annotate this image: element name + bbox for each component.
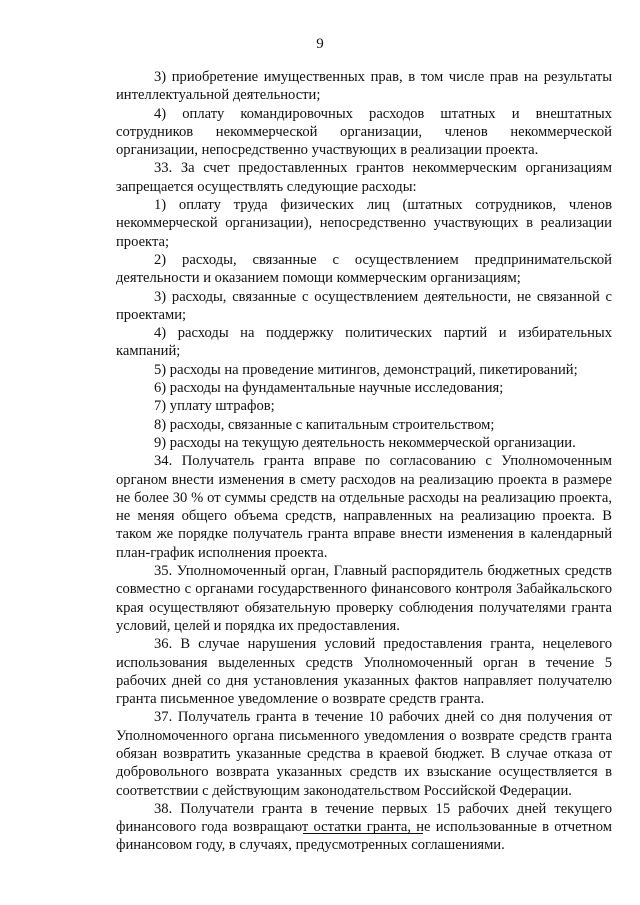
paragraph-clause-38: 38. Получатели гранта в течение первых 15 рабочих дней текущего финансового года возвращают остатки гранта, не использованные в отчетном финансовом году, в случаях, предусмотренных соглашениями. [116, 800, 612, 854]
page-number: 9 [316, 36, 324, 52]
paragraph-clause-33-item-8: 8) расходы, связанные с капитальным строительством; [154, 416, 495, 433]
end-of-document-rule [303, 833, 423, 834]
paragraph-clause-33-item-5: 5) расходы на проведение митингов, демонстраций, пикетирований; [154, 361, 578, 378]
paragraph-clause-33-item-9: 9) расходы на текущую деятельность некоммерческой организации. [154, 434, 576, 451]
paragraph-clause-35: 35. Уполномоченный орган, Главный распорядитель бюджетных средств совместно с органами государственного финансового контроля Забайкальского края осуществляют обязательную проверку соблюдения получателями гранта условий, целей и порядка их предоставления. [116, 563, 612, 634]
paragraph-clause-36: 36. В случае нарушения условий предоставления гранта, нецелевого использования выделенных средств Уполномоченный орган в течение 5 рабочих дней со дня установления указанных фактов направляет получателю гранта письменное уведомление о возврате средств гранта. [116, 636, 612, 708]
paragraph-clause-33-item-4: 4) расходы на поддержку политических партий и избирательных кампаний; [116, 325, 612, 360]
paragraph-clause-33-item-3: 3) расходы, связанные с осуществлением деятельности, не связанной с проектами; [116, 288, 612, 323]
paragraph-clause-33-item-6: 6) расходы на фундаментальные научные исследования; [154, 380, 504, 397]
paragraph-item-4-travel-expenses: 4) оплату командировочных расходов штатных и внештатных сотрудников некоммерческой организации, членов некоммерческой организации, непосредственно участвующих в реализации проекта. [116, 105, 612, 159]
document-body [116, 68, 612, 855]
paragraph-clause-34: 34. Получатель гранта вправе по согласованию с Уполномоченным органом внести изменения в смету расходов на реализацию проекта в размере не более 30 % от суммы средств на отдельные расходы на реализацию проекта, не меняя общего объема средств, направленных на реализацию проекта. В таком же порядке получатель гранта вправе внести изменения в календарный план-график исполнения проекта. [116, 453, 612, 561]
paragraph-item-3-property-rights: 3) приобретение имущественных прав, в том числе прав на результаты интеллектуальной деятельности; [116, 69, 612, 104]
paragraph-clause-33: 33. За счет предоставленных грантов некоммерческим организациям запрещается осуществлять следующие расходы: [116, 160, 612, 195]
paragraph-clause-33-item-1: 1) оплату труда физических лиц (штатных сотрудников, членов некоммерческой организации), непосредственно участвующих в реализации проекта; [116, 197, 612, 250]
paragraph-clause-33-item-7: 7) уплату штрафов; [154, 398, 275, 415]
paragraph-clause-37: 37. Получатель гранта в течение 10 рабочих дней со дня получения от Уполномоченного органа письменного уведомления о возврате средств гранта обязан возвратить указанные средства в краевой бюджет. В случае отказа от добровольного возврата указанных средств их взыскание осуществляется в соответствии с действующим законодательством Российской Федерации. [116, 709, 612, 799]
paragraph-clause-33-item-2: 2) расходы, связанные с осуществлением предпринимательской деятельности и оказанием помощи коммерческим организациям; [116, 251, 612, 287]
